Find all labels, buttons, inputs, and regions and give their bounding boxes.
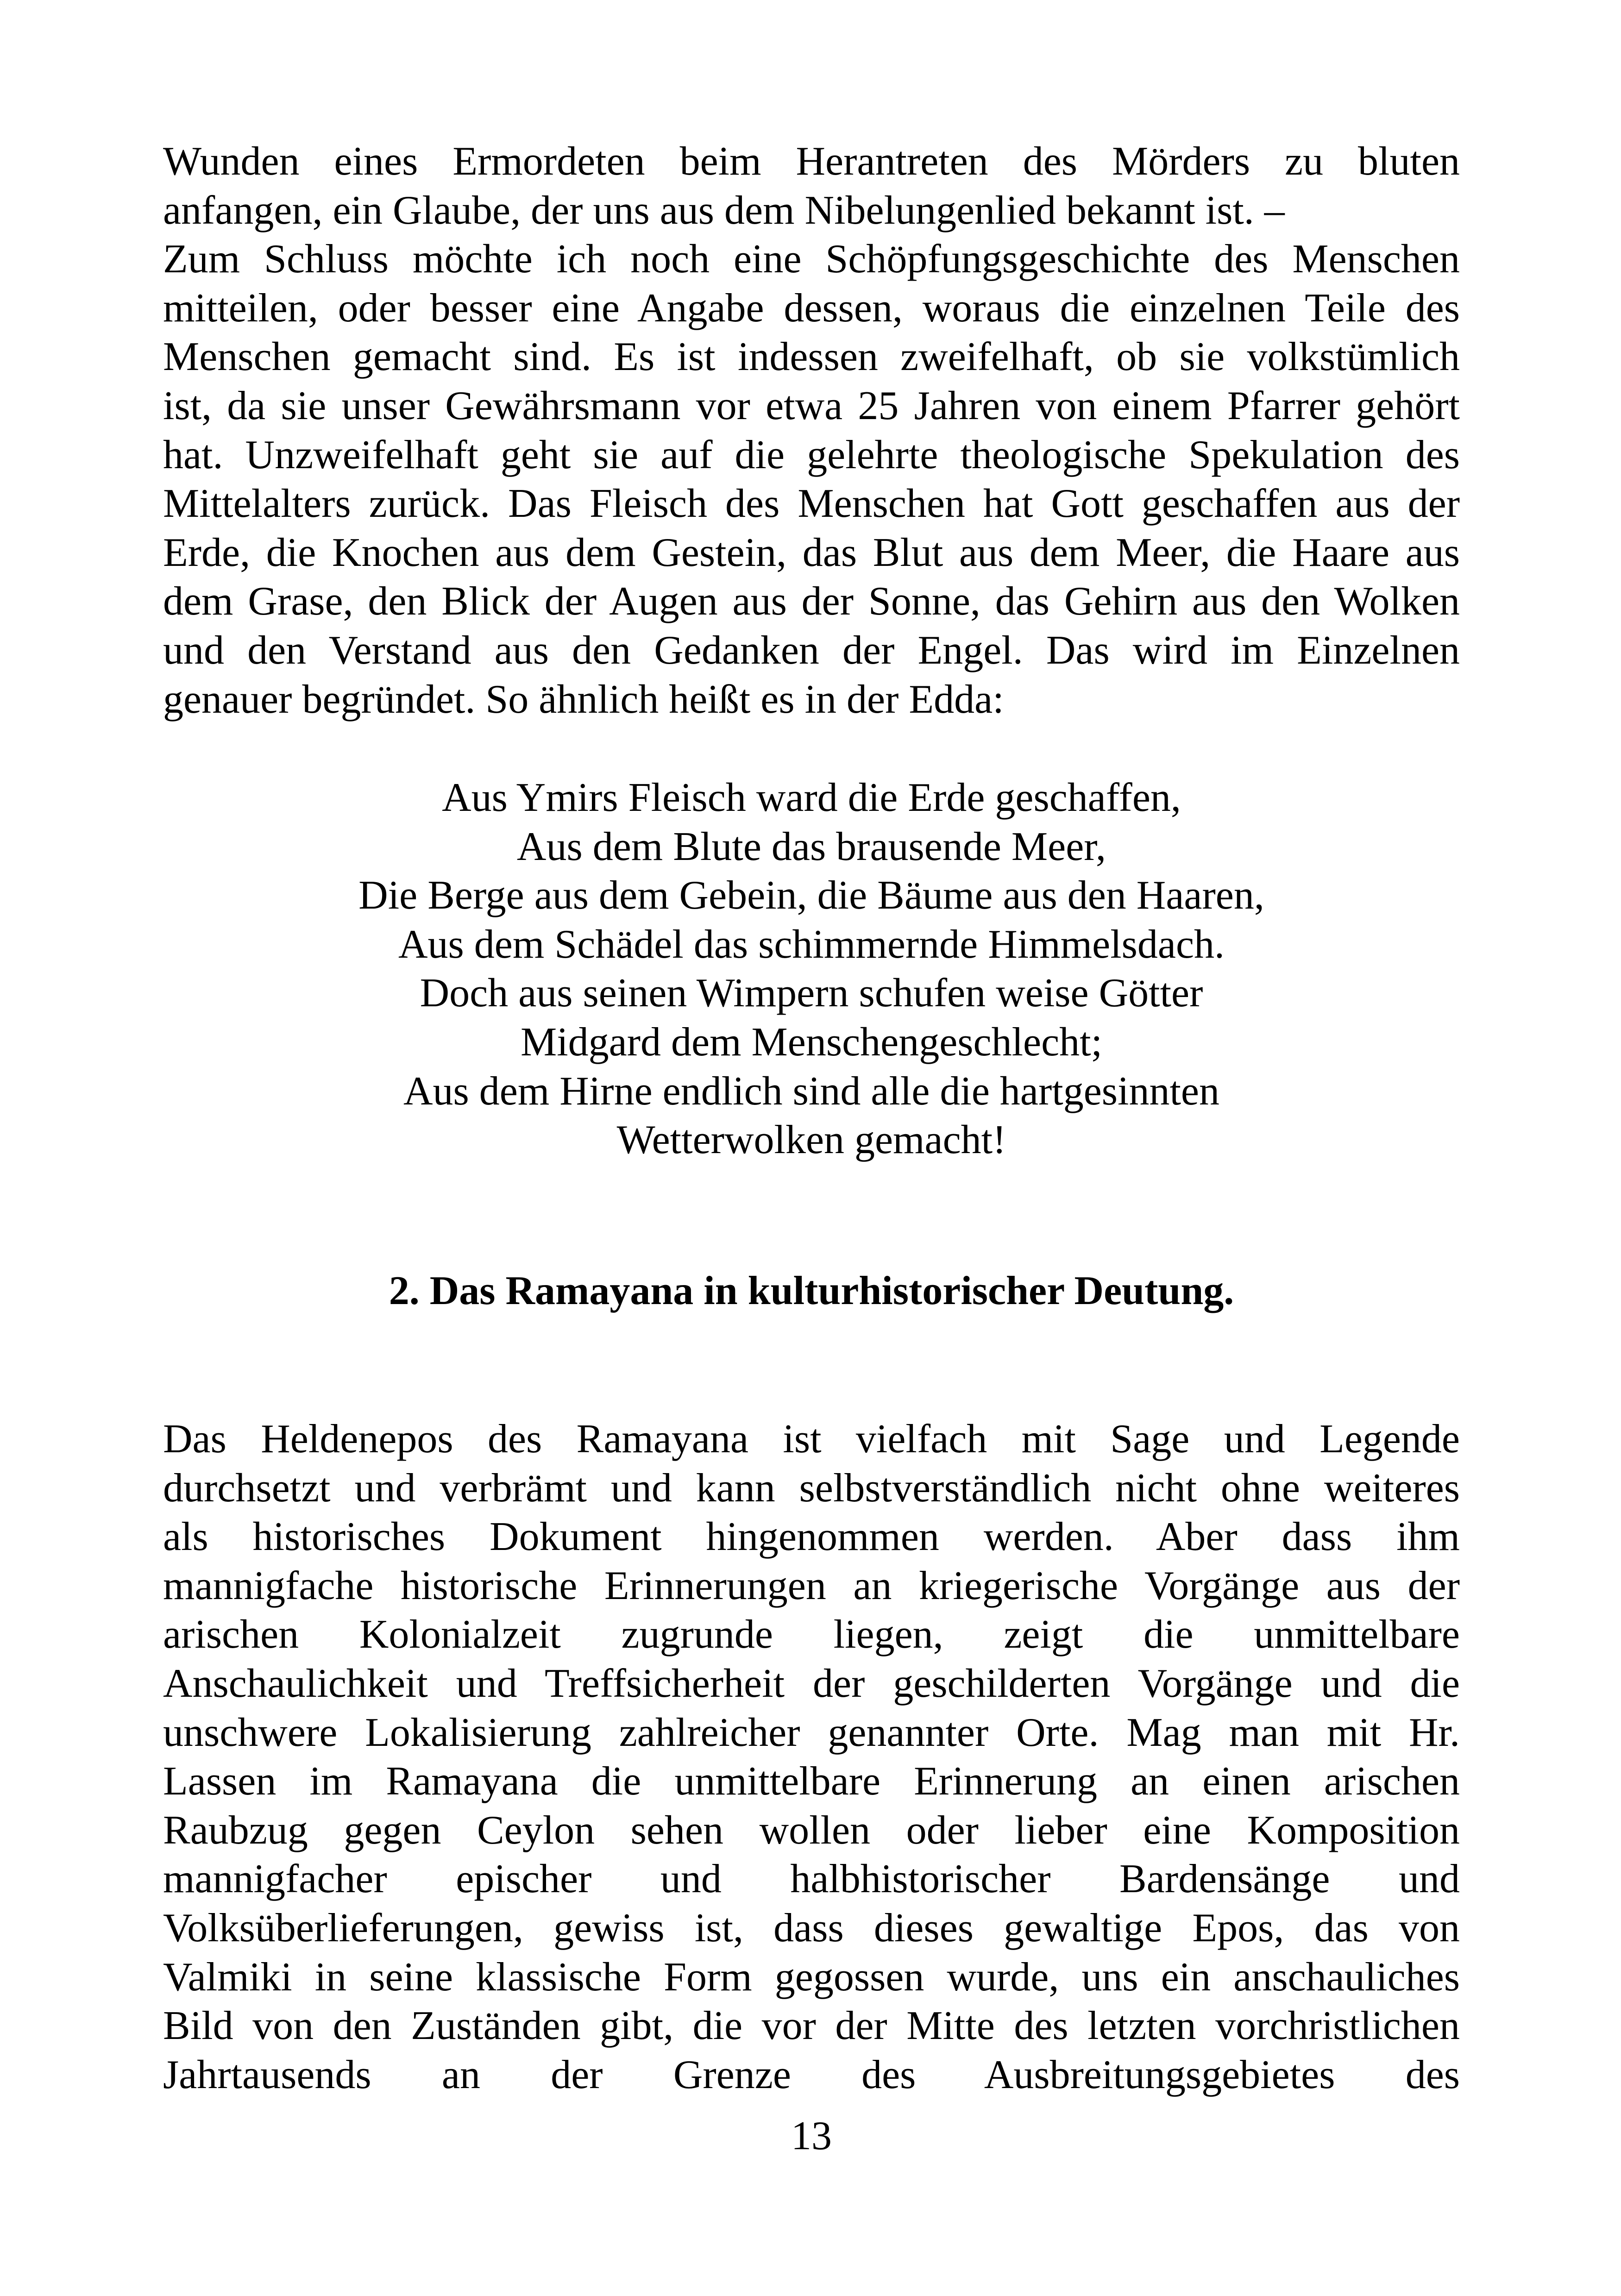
text-line: Zum Schluss möchte ich noch eine Schöpfungsgeschichte des Menschen [163,237,1460,282]
poem-verse: Aus Ymirs Fleisch ward die Erde geschaffen, [442,775,1181,820]
text-line: dem Grase, den Blick der Augen aus der Sonne, das Gehirn aus den Wolken [163,579,1460,624]
text-line: Valmiki in seine klassische Form gegossen wurde, uns ein anschauliches [163,1954,1460,2000]
text-line: Jahrtausends an der Grenze des Ausbreitungsgebietes des [163,2052,1460,2097]
text-line: ist, da sie unser Gewährsmann vor etwa 25 Jahren von einem Pfarrer gehört [163,383,1460,428]
text-line: Erde, die Knochen aus dem Gestein, das Blut aus dem Meer, die Haare aus [163,530,1460,575]
document-page [163,0,1460,2296]
poem-verse: Wetterwolken gemacht! [616,1117,1006,1163]
text-line: mitteilen, oder besser eine Angabe dessen, woraus die einzelnen Teile des [163,285,1460,331]
text-line: Mittelalters zurück. Das Fleisch des Menschen hat Gott geschaffen aus der [163,481,1460,527]
text-line: durchsetzt und verbrämt und kann selbstverständlich nicht ohne weiteres [163,1465,1460,1511]
text-line: Lassen im Ramayana die unmittelbare Erinnerung an einen arischen [163,1759,1460,1804]
text-line: Anschaulichkeit und Treffsicherheit der geschilderten Vorgänge und die [163,1661,1460,1706]
paragraph-edda-intro [163,137,1460,724]
poem-verse: Midgard dem Menschengeschlecht; [520,1019,1103,1065]
text-line: genauer begründet. So ähnlich heißt es in der Edda: [163,677,1004,722]
text-line: anfangen, ein Glaube, der uns aus dem Nibelungenlied bekannt ist. – [163,188,1285,233]
poem-verse: Aus dem Blute das brausende Meer, [516,824,1106,869]
text-line: und den Verstand aus den Gedanken der Engel. Das wird im Einzelnen [163,627,1460,673]
text-line: mannigfache historische Erinnerungen an kriegerische Vorgänge aus der [163,1563,1460,1608]
edda-poem-quote [163,773,1460,1165]
text-line: mannigfacher epischer und halbhistorischer Bardensänge und [163,1857,1460,1902]
poem-verse: Aus dem Hirne endlich sind alle die hartgesinnten [403,1068,1219,1114]
text-line: Wunden eines Ermordeten beim Herantreten des Mörders zu bluten [163,139,1460,184]
text-line: Menschen gemacht sind. Es ist indessen zweifelhaft, ob sie volkstümlich [163,334,1460,380]
paragraph-ramayana [163,1415,1460,2099]
poem-verse: Die Berge aus dem Gebein, die Bäume aus den Haaren, [358,873,1264,918]
text-line: Volksüberlieferungen, gewiss ist, dass dieses gewaltige Epos, das von [163,1905,1460,1951]
text-line: hat. Unzweifelhaft geht sie auf die gelehrte theologische Spekulation des [163,432,1460,477]
text-line: Bild von den Zuständen gibt, die vor der Mitte des letzten vorchristlichen [163,2003,1460,2049]
text-line: unschwere Lokalisierung zahlreicher genannter Orte. Mag man mit Hr. [163,1710,1460,1755]
text-line: Das Heldenepos des Ramayana ist vielfach mit Sage und Legende [163,1417,1460,1462]
text-line: arischen Kolonialzeit zugrunde liegen, zeigt die unmittelbare [163,1612,1460,1657]
text-line: Raubzug gegen Ceylon sehen wollen oder lieber eine Komposition [163,1807,1460,1853]
poem-verse: Aus dem Schädel das schimmernde Himmelsdach. [398,922,1225,967]
poem-verse: Doch aus seinen Wimpern schufen weise Götter [420,971,1203,1016]
section-heading: 2. Das Ramayana in kulturhistorischer Deutung. [389,1268,1234,1313]
page-number: 13 [791,2114,832,2158]
text-line: als historisches Dokument hingenommen werden. Aber dass ihm [163,1514,1460,1560]
